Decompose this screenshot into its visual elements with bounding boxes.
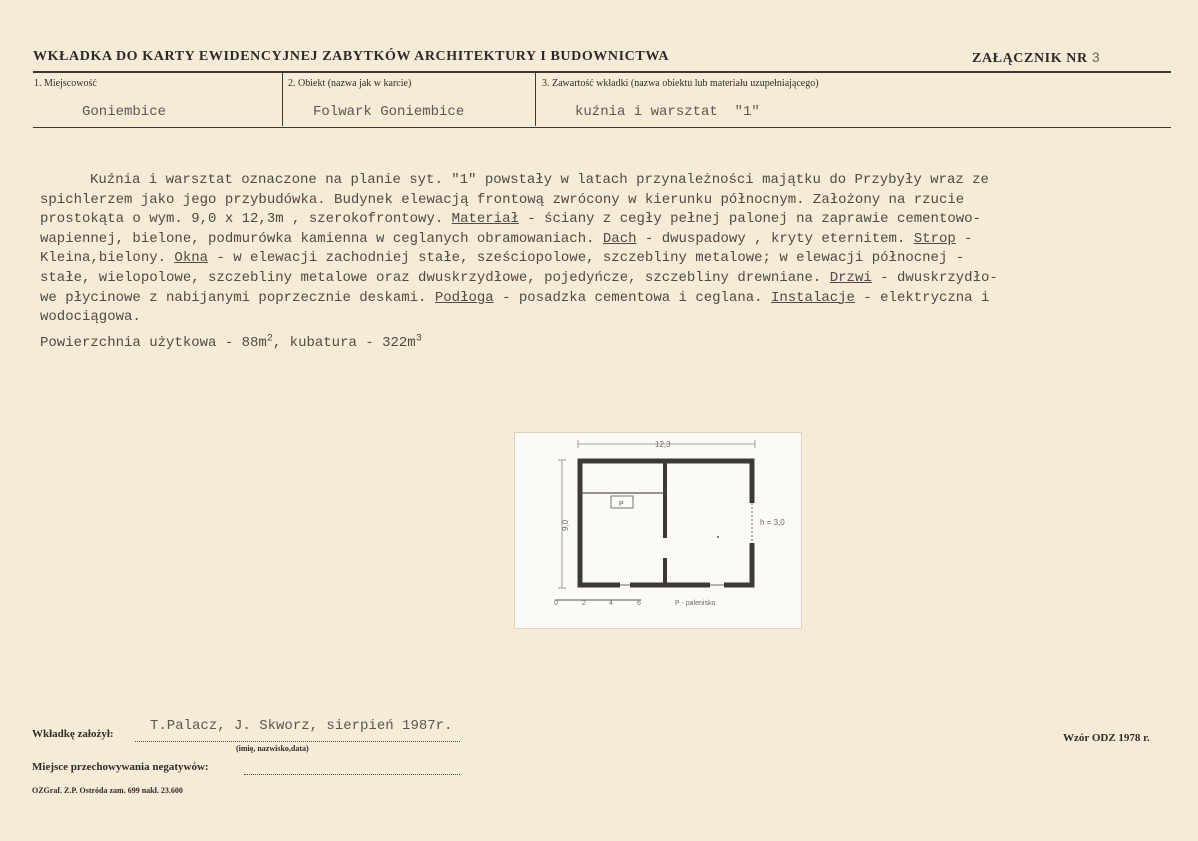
width-dimension: 12,3	[655, 440, 671, 449]
superscript: 2	[266, 333, 273, 345]
document-title: WKŁADKA DO KARTY EWIDENCYJNEJ ZABYTKÓW ARCHITEKTURY I BUDOWNICTWA	[33, 49, 670, 64]
text-run: , kubatura - 322m	[272, 334, 416, 351]
annex-number-value: 3	[1091, 49, 1101, 65]
field-divider	[282, 73, 283, 126]
authors-caption: (imię, nazwisko,data)	[236, 744, 309, 753]
superscript: 3	[415, 333, 422, 345]
section-heading: Drzwi	[829, 269, 872, 286]
area-line	[40, 334, 1170, 354]
authors-value: T.Palacz, J. Skworz, sierpień 1987r.	[150, 718, 453, 734]
depth-dimension: 9,0	[561, 519, 570, 531]
scale-label: 0	[554, 600, 558, 607]
description-line	[40, 230, 1170, 250]
description-line	[40, 289, 1170, 309]
text-run: spichlerzem jako jego przybudówka. Budynek elewacją frontową zwrócony w kierunku północnym. Założony na rzucie	[40, 191, 965, 208]
section-heading: Dach	[602, 230, 637, 247]
annex-label: ZAŁĄCZNIK NR	[972, 51, 1088, 66]
plan-mark	[717, 536, 719, 538]
print-info: OZGraf. Z.P. Ostróda zam. 699 nakł. 23.600	[32, 786, 183, 795]
section-heading: Okna	[174, 250, 209, 267]
field-divider	[535, 73, 536, 126]
text-run: Kleina,bielony.	[40, 250, 175, 267]
text-run: - ściany z cegły pełnej palonej na zaprawie cementowo-	[518, 211, 981, 228]
text-run: we płycinowe z nabijanymi poprzecznie deskami.	[40, 289, 435, 306]
authors-label: Wkładkę założył:	[32, 728, 114, 740]
place-value: Goniembice	[82, 104, 167, 120]
text-run: Powierzchnia użytkowa - 88m	[40, 334, 267, 351]
text-run: wodociągowa.	[40, 309, 141, 326]
object-value: Folwark Goniembice	[313, 104, 465, 120]
description-line	[40, 308, 1170, 328]
section-heading: Materiał	[451, 211, 519, 228]
floor-plan-drawing	[515, 433, 801, 628]
fields-rule	[33, 127, 1171, 128]
height-note: h = 3,0	[760, 518, 785, 527]
description-line	[40, 210, 1170, 230]
object-label: 2. Obiekt (nazwa jak w karcie)	[288, 78, 412, 89]
text-run: wapiennej, bielone, podmurówka kamienna w ceglanych obramowaniach.	[40, 230, 603, 247]
text-run: - dwuspadowy , kryty eternitem.	[636, 230, 914, 247]
text-run: - elektryczna i	[854, 289, 990, 306]
text-run: -	[955, 230, 973, 247]
text-run: - posadzka cementowa i ceglana.	[493, 289, 771, 306]
text-run: prostokąta o wym. 9,0 x 12,3m , szerokofrontowy.	[40, 211, 452, 228]
place-label: 1. Miejscowość	[34, 78, 97, 89]
hearth-legend: P - palenisko	[675, 600, 716, 607]
description-line	[40, 269, 1170, 289]
text-run: - dwuskrzydło-	[871, 269, 998, 286]
annex-number	[972, 49, 1100, 67]
description-line	[40, 249, 1170, 269]
scale-label: 4	[609, 600, 613, 607]
floor-plan-photo	[515, 433, 801, 628]
content-value: kuźnia i warsztat "1"	[575, 104, 760, 120]
hearth-mark: P	[619, 501, 624, 508]
storage-label: Miejsce przechowywania negatywów:	[32, 761, 209, 773]
form-version: Wzór ODZ 1978 r.	[1063, 732, 1150, 744]
description-line	[40, 171, 1170, 191]
header-rule	[33, 71, 1171, 73]
section-heading: Strop	[913, 230, 956, 247]
scale-label: 2	[582, 600, 586, 607]
section-heading: Instalacje	[770, 289, 855, 306]
text-run: Kuźnia i warsztat oznaczone na planie syt. "1" powstały w latach przynależności majątku do Przybyły wraz ze	[90, 172, 989, 188]
text-run: - w elewacji zachodniej stałe, sześciopolowe, szczebliny metalowe; w elewacji północnej -	[208, 250, 965, 267]
content-label: 3. Zawartość wkładki (nazwa obiektu lub materiału uzupełniającego)	[542, 78, 819, 89]
description-text	[40, 171, 1170, 353]
text-run: stałe, wielopolowe, szczebliny metalowe oraz dwuskrzydłowe, pojedyńcze, szczebliny drewniane.	[40, 269, 830, 286]
scale-label: 6	[637, 600, 641, 607]
storage-line	[244, 774, 460, 775]
authors-line	[135, 741, 460, 742]
section-heading: Podłoga	[434, 289, 494, 306]
description-line	[40, 191, 1170, 211]
inner-door-opening	[661, 538, 669, 558]
